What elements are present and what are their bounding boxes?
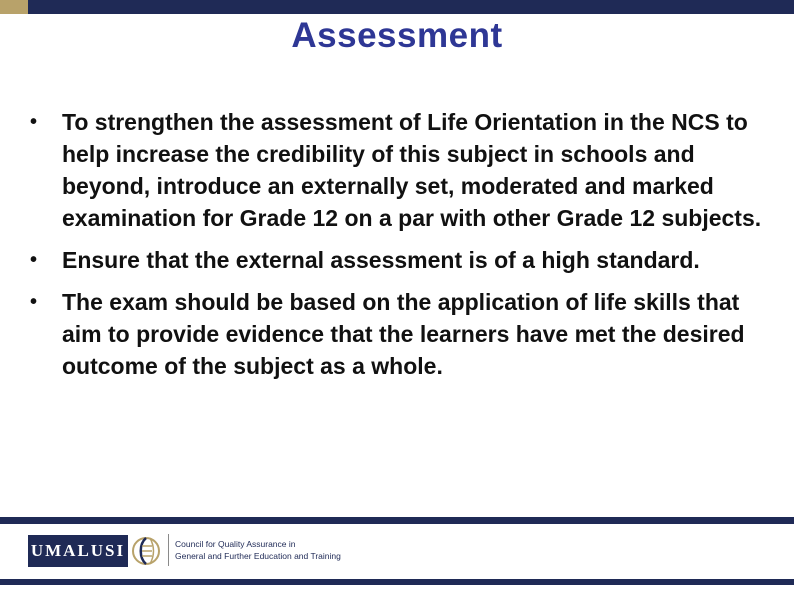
footer-rule-bottom [0, 579, 794, 585]
top-accent-block [0, 0, 28, 14]
slide-title: Assessment [291, 16, 503, 55]
bullet-marker: • [30, 291, 38, 313]
bullet-text: Ensure that the external assessment is of a high standard. [62, 247, 700, 273]
council-name [175, 538, 341, 562]
bullet-text: The exam should be based on the application of life skills that aim to provide evidence that the learners have met the desired outcome of the subject as a whole. [62, 289, 745, 379]
top-bar [0, 0, 794, 14]
bullet-list [30, 106, 766, 392]
bullet-item [30, 286, 766, 382]
footer-rule-top [0, 517, 794, 524]
umalusi-emblem-icon [130, 532, 162, 570]
footer-divider [168, 534, 169, 566]
bullet-item [30, 244, 766, 276]
bullet-text: To strengthen the assessment of Life Orientation in the NCS to help increase the credibility of this subject in schools and beyond, introduce an externally set, moderated and marked examination for Grade 12 on a par with other Grade 12 subjects. [62, 109, 762, 231]
council-line-1: Council for Quality Assurance in [175, 539, 296, 549]
council-line-2: General and Further Education and Training [175, 551, 341, 561]
bullet-marker: • [30, 111, 38, 133]
bullet-item [30, 106, 766, 234]
logo-text: UMALUSI [30, 541, 126, 560]
umalusi-logo [28, 535, 128, 567]
bullet-marker: • [30, 249, 38, 271]
